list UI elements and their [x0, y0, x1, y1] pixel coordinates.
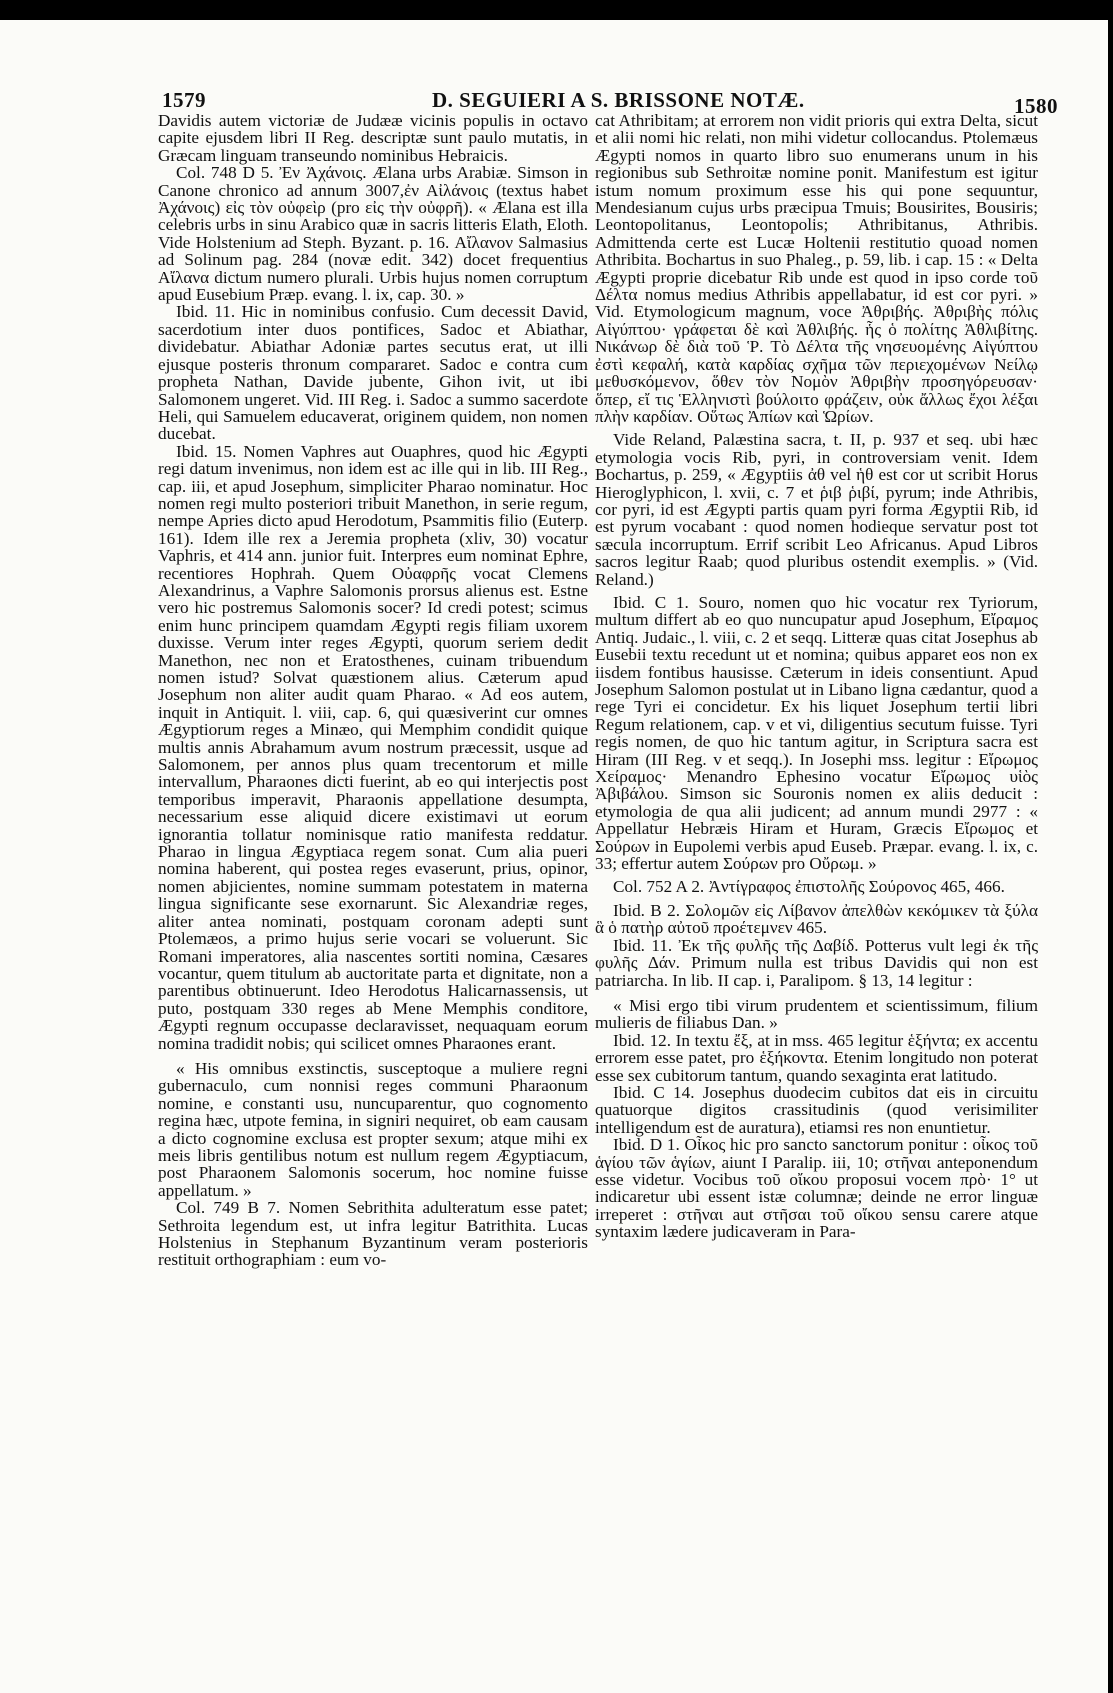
- paragraph: « Misi ergo tibi virum prudentem et scientissimum, filium mulieris de filiabus Dan. »: [595, 995, 1038, 1033]
- paragraph: Ibid. 11. Hic in nominibus confusio. Cum decessit David, sacerdotium inter duos pontifices, Sadoc et Abiathar, dividebatur. Abiathar Adoniæ partes secutus erat, ut illi ejusque posteris thronum compararet. Sadoc e contra cum propheta Nathan, Davide jubente, Gihon ivit, ut ibi Salomonem ungeret. Vid. III Reg. i. Sadoc a summo sacerdote Heli, qui Samuelem educaverat, originem quidem, non nomen ducebat.: [158, 302, 588, 444]
- paragraph: Ibid. 12. In textu ἔξ, at in mss. 465 legitur ἑξήντα; ex accentu errorem esse patet, pro ἑξήκοντα. Etenim longitudo non poterat esse sex cubitorum tantum, quando sexaginta erat latitudo.: [595, 1030, 1038, 1085]
- paragraph: Col. 749 B 7. Nomen Sebrithita adulteratum esse patet; Sethroita legendum est, ut infra legitur Batrithita. Lucas Holstenius in Stephanum Byzantinum veram posterioris restituit orthographiam : eum vo-: [158, 1198, 588, 1270]
- left-page-number: 1579: [162, 88, 206, 112]
- paragraph: Ibid. B 2. Σολομῶν εἰς Λίβανον ἀπελθὼν κεκόμικεν τὰ ξύλα ἃ ὁ πατὴρ αὐτοῦ προέτεμνεν 465.: [595, 900, 1038, 938]
- paragraph: Col. 752 A 2. Ἀντίγραφος ἐπιστολῆς Σούρονος 465, 466.: [613, 877, 1005, 897]
- paragraph: « His omnibus exstinctis, susceptoque a muliere regni gubernaculo, cum nonnisi reges communi Pharaonum nomine, e constanti usu, nuncuparentur, quo cognomento regina hæc, utpote femina, in signiri nequiret, ob eam causam a dicto cognomine exclusa est propter sexum; atque mihi ex meis libris gentilibus notum est nullum regem Ægyptiacum, post Pharaonem Salomonis socerum, hoc nomine fuisse appellatum. »: [158, 1058, 588, 1200]
- paragraph: Col. 748 D 5. Ἐν Ἀχάνοις. Ælana urbs Arabiæ. Simson in Canone chronico ad annum 3007,ἐν Αἰλάνοις (textus habet Ἀχάνοις) εἰς τὸν οὐφεὶρ (pro εἰς τὴν οὐφρῆ). « Ælana est illa celebris urbs in sinu Arabico quæ in sacris litteris Elath, Eloth. Vide Holstenium ad Steph. Byzant. p. 16. Αἴλανον Salmasius ad Solinum pag. 284 (novæ edit. 342) docet frequentius Αἴλανα dictum numero plurali. Urbis hujus nomen corruptum apud Eusebium Præp. evang. l. ix, cap. 30. »: [158, 163, 588, 305]
- paragraph: Davidis autem victoriæ de Judææ vicinis populis in octavo capite ejusdem libri II Reg. descriptæ sunt paulo mutatis, in Græcam linguam transeundo nominibus Hebraicis.: [158, 112, 588, 165]
- right-text-column: [595, 112, 1038, 1624]
- right-page-number: 1580: [1014, 94, 1058, 118]
- paragraph: Ibid. C 1. Souro, nomen quo hic vocatur rex Tyriorum, multum differt ab eo quo nuncupatur apud Josephum, Εἴραμος Antiq. Judaic., l. viii, c. 2 et seqq. Litteræ quas citat Josephus ab Eusebii textu recedunt ut et nomina; quibus apparet eos non ex iisdem fontibus hausisse. Cæterum in ideis consentiunt. Apud Josephum Salomon postulat ut in Libano ligna cædantur, quod a rege Tyri ei concidetur. Ex his liquet Josephum tertii libri Regum relationem, cap. v et vi, diligentius secutum fuisse. Tyri regis nomen, de quo hic tantum agitur, in Scriptura sacra est Hiram (III Reg. v et seqq.). In Josephi mss. legitur : Εἴρωμος Χείραμος· Menandro Ephesino vocatur Εἴρωμος υἱὸς Ἀβιβάλου. Simson sic Souronis nomen ex aliis deducit : etymologia de qua alii judicent; ad annum mundi 2977 : « Appellatur Hebræis Hiram et Huram, Græcis Εἴρωμος et Σούρων in Eupolemi verbis apud Euseb. Præpar. evang. l. ix, c. 33; effertur autem Σούρων pro Οὔρωμ. »: [595, 592, 1038, 874]
- paragraph: Ibid. 15. Nomen Vaphres aut Ouaphres, quod hic Ægypti regi datum invenimus, non idem est ac ille qui in lib. III Reg., cap. iii, et apud Josephum, simpliciter Pharao nominatur. Hoc nomen regi multo posteriori tribuit Manethon, in serie regum, nempe Apries dicto apud Herodotum, Psammitis filio (Euterp. 161). Idem ille rex a Jeremia propheta (xliv, 30) vocatur Vaphris, et 414 ann. junior fuit. Interpres eum nominat Ephre, recentiores Hophrah. Quem Οὐαφρῆς vocat Clemens Alexandrinus, a Vaphre Salomonis prorsus alienus est. Estne vero hic postremus Salomonis socer? Id credi potest; scimus enim hunc principem quamdam Ægypti regis filiam uxorem duxisse. Verum inter reges Ægypti, quorum seriem dedit Manethon, nec non et Eratosthenes, cuinam tribuendum nomen istud? Solvat quæstionem alius. Cæterum apud Josephum non aliter audit quam Pharao. « Ad eos autem, inquit in Antiquit. l. viii, cap. 6, qui quæsiverint cur omnes Ægyptiorum reges a Minæo, qui Memphim condidit quique multis annis Abrahamum avum nostrum præcessit, usque ad Salomonem, per annos plus quam trecentorum et mille intervallum, Pharaones dicti fuerint, ab eo qui interjectis post temporibus imperavit, Pharaonis appellatione desumpta, necessarium esse aliquid dicere existimavi ut eorum ignorantia tollatur nominisque ratio manifesta reddatur. Pharao in lingua Ægyptiaca regem sonat. Cum alia pueri nomina haberent, qui postea reges evaserunt, prius, opinor, nomen abjicientes, nomine summam potestatem in materna lingua significante sese exornarunt. Sic Alexandriæ reges, aliter antea nominati, postquam coronam adepti sunt Ptolemæos, a primo hujus serie vocari se voluerunt. Sic Romani imperatores, alia nascentes sortiti nomina, Cæsares vocantur, quem titulum ab auctoritate parta et dignitate, non a parentibus obtinuerunt. Ideo Herodotus Halicarnassensis, ut puto, postquam 330 reges ab Mene Memphis conditore, Ægypti regnum occupasse declaravisset, nequaquam eorum nomina tradidit nobis; qui scilicet omnes Pharaones erant.: [158, 441, 588, 1053]
- paragraph: Ibid. 11. Ἐκ τῆς φυλῆς τῆς Δαβίδ. Potterus vult legi ἐκ τῆς φυλῆς Δάν. Primum nulla est tribus Davidis qui non est patriarcha. In lib. II cap. i, Paralipom. § 13, 14 legitur :: [595, 935, 1038, 990]
- book-page: [0, 20, 1108, 1693]
- paragraph: Vide Reland, Palæstina sacra, t. II, p. 937 et seq. ubi hæc etymologia vocis Rib, pyri, in controversiam venit. Idem Bochartus, p. 259, « Ægyptiis ἀθ vel ἡθ est cor ut scribit Horus Hieroglyphicon, l. xvii, c. 7 et ῥιβ ῥιβί, pyrum; inde Athribis, cor pyri, id est Ægypti partis quam pyri forma Ægyptii Rib, id est pyrum vocabant : quod nomen hodieque servatur post tot sæcula incorruptum. Errif scribit Leo Africanus. Apud Libros sacros legitur Raab; quod pluribus ostendit exemplis. » (Vid. Reland.): [595, 430, 1038, 589]
- paragraph: cat Athribitam; at errorem non vidit prioris qui extra Delta, sicut et alii nomi hic relati, non mihi videtur collocandus. Ptolemæus Ægypti nomos in quarto libro suo enumerans unum in his regionibus sub Sethroitæ nomine ponit. Manifestum est igitur istum nomum proximum esse his qui pone sequuntur, Mendesianum cujus urbs præcipua Tmuis; Bousirites, Bousiris; Leontopolitanus, Leontopolis; Athribitanus, Athribis. Admittenda certe est Lucæ Holtenii restitutio quoad nomen Athribita. Bochartus in suo Phaleg., p. 59, lib. i cap. 15 : « Delta Ægypti proprie dicebatur Rib unde est quod in ipso corde τοῦ Δέλτα nomus medius Athribis appellabatur, id est cor pyri. » Vid. Etymologicum magnum, voce Ἀθριβής. Ἀθριβὴς πόλις Αἰγύπτου· γράφεται δὲ καὶ Ἀθλιβής. ἧς ὁ πολίτης Ἀθλιβίτης. Νικάνωρ δὲ διὰ τοῦ Ῥ. Τὸ Δέλτα τῆς νησευομένης Αἰγύπτου ἐστὶ κεφαλή, κατὰ καρδίας σχῆμα τῶν περιεχομένων Νείλῳ μεθυσκόμενον, ὅθεν τὸν Νομὸν Ἀθριβὴν προσηγόρευσαν· ὅπερ, εἴ τις Ἑλληνιστὶ βούλοιτο φράζειν, οὐκ ἄλλως ἔχοι λέξαι πλὴν καρδίαν. Οὕτως Ἀπίων καὶ Ὡρίων.: [595, 112, 1038, 426]
- paragraph: Ibid. C 14. Josephus duodecim cubitos dat eis in circuitu quatuorque digitos crassitudinis (quod verisimiliter intelligendum est de auratura), etiamsi res non enuntietur.: [595, 1082, 1038, 1137]
- paragraph: Ibid. D 1. Οἶκος hic pro sancto sanctorum ponitur : οἶκος τοῦ ἁγίου τῶν ἁγίων, aiunt I Paralip. iii, 10; στῆναι anteponendum esse videtur. Vocibus τοῦ οἴκου proposui vocem πρὸ· 1° ut indicaretur ubi essent istæ columnæ; deinde ne error linguæ irreperet : στῆναι aut στῆσαι τοῦ οἴκου sensu carere atque syntaxim lædere judicaveram in Para-: [595, 1135, 1038, 1242]
- left-text-column: [158, 112, 588, 1624]
- running-title: D. SEGUIERI A S. BRISSONE NOTÆ.: [432, 88, 805, 112]
